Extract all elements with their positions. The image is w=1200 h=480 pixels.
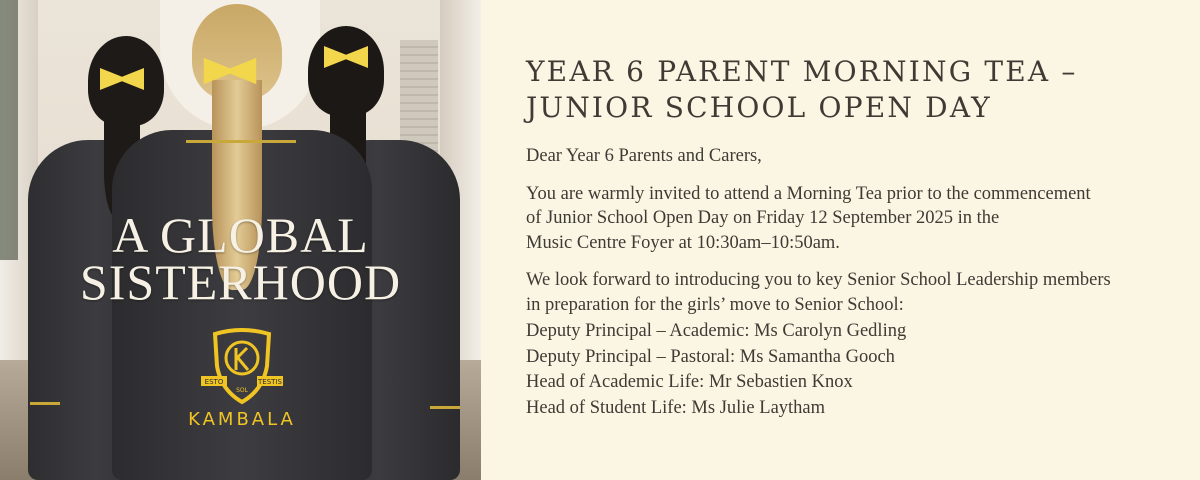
invitation-text — [526, 54, 1176, 421]
paragraph-line: You are warmly invited to attend a Morning Tea prior to the commencement — [526, 183, 1091, 204]
salutation: Dear Year 6 Parents and Carers, — [526, 146, 762, 166]
headline-line-1: A GLOBAL — [112, 207, 369, 263]
list-item: Head of Student Life: Ms Julie Laytham — [526, 397, 826, 418]
school-crest-icon — [201, 328, 283, 408]
leadership-intro — [526, 268, 1176, 317]
crest-motto-left: ESTO — [204, 378, 224, 386]
headline — [0, 207, 481, 310]
title-line-2: JUNIOR SCHOOL OPEN DAY — [526, 91, 992, 124]
paragraph-line: Music Centre Foyer at 10:30am–10:50am. — [526, 232, 840, 253]
headline-line-2: SISTERHOOD — [79, 254, 402, 310]
paragraph-line: We look forward to introducing you to key Senior School Leadership members — [526, 270, 1111, 290]
paragraph-line: of Junior School Open Day on Friday 12 September 2025 in the — [526, 208, 1000, 228]
brand-name: KAMBALA — [188, 409, 296, 430]
crest-motto-bottom: SOL — [236, 387, 248, 394]
list-item: Deputy Principal – Pastoral: Ms Samantha Gooch — [526, 346, 895, 367]
students-photo — [0, 0, 481, 480]
invitation-paragraph — [526, 182, 1176, 256]
crest-motto-right: TESTIS — [258, 378, 282, 386]
title-line-1: YEAR 6 PARENT MORNING TEA – — [526, 55, 1078, 88]
list-item: Head of Academic Life: Mr Sebastien Knox — [526, 372, 853, 392]
list-item: Deputy Principal – Academic: Ms Carolyn Gedling — [526, 321, 907, 341]
invitation-body — [526, 144, 1176, 421]
leadership-list — [526, 319, 1176, 421]
paragraph-line: in preparation for the girls’ move to Senior School: — [526, 294, 904, 315]
page-title — [526, 54, 1176, 126]
